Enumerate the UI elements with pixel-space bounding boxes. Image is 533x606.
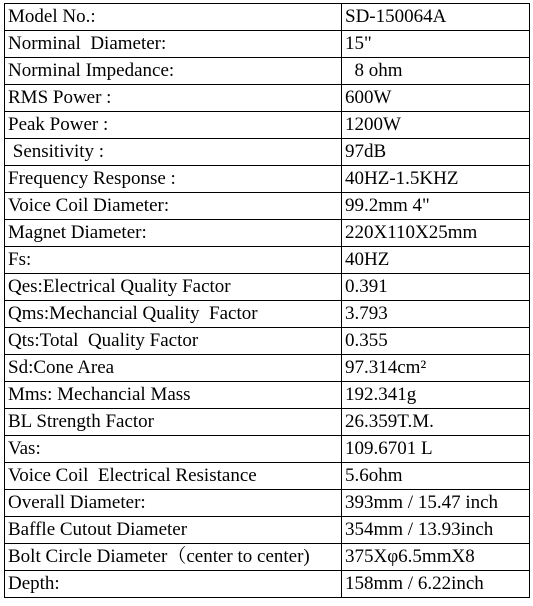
spec-value: 97dB [342, 139, 530, 166]
table-row [5, 301, 530, 328]
spec-label: Norminal Diameter: [5, 31, 342, 58]
spec-value: 40HZ [342, 247, 530, 274]
spec-label: Fs: [5, 247, 342, 274]
spec-label: Qts:Total Quality Factor [5, 328, 342, 355]
spec-value: 40HZ-1.5KHZ [342, 166, 530, 193]
spec-label: Voice Coil Electrical Resistance [5, 463, 342, 490]
table-row [5, 139, 530, 166]
table-row [5, 382, 530, 409]
spec-label: RMS Power : [5, 85, 342, 112]
spec-value: 393mm / 15.47 inch [342, 490, 530, 517]
table-row [5, 571, 530, 598]
spec-value: 109.6701 L [342, 436, 530, 463]
table-row [5, 166, 530, 193]
spec-label: BL Strength Factor [5, 409, 342, 436]
spec-value: 5.6ohm [342, 463, 530, 490]
table-row [5, 31, 530, 58]
spec-value: 354mm / 13.93inch [342, 517, 530, 544]
table-row [5, 328, 530, 355]
spec-value: 99.2mm 4" [342, 193, 530, 220]
spec-value: 26.359T.M. [342, 409, 530, 436]
spec-value: 15" [342, 31, 530, 58]
spec-label: Depth: [5, 571, 342, 598]
spec-label: Magnet Diameter: [5, 220, 342, 247]
spec-table-body [5, 4, 530, 598]
spec-value: 600W [342, 85, 530, 112]
spec-value: 97.314cm² [342, 355, 530, 382]
spec-label: Overall Diameter: [5, 490, 342, 517]
table-row [5, 355, 530, 382]
spec-value: 375Xφ6.5mmX8 [342, 544, 530, 571]
table-row [5, 463, 530, 490]
table-row [5, 409, 530, 436]
table-row [5, 517, 530, 544]
table-row [5, 490, 530, 517]
spec-value: 158mm / 6.22inch [342, 571, 530, 598]
table-row [5, 4, 530, 31]
table-row [5, 112, 530, 139]
spec-label: Sensitivity : [5, 139, 342, 166]
table-row [5, 58, 530, 85]
spec-label: Vas: [5, 436, 342, 463]
spec-label: Peak Power : [5, 112, 342, 139]
spec-value: 220X110X25mm [342, 220, 530, 247]
spec-value: 3.793 [342, 301, 530, 328]
table-row [5, 220, 530, 247]
spec-table [4, 3, 530, 598]
spec-label: Norminal Impedance: [5, 58, 342, 85]
spec-value: 8 ohm [342, 58, 530, 85]
spec-value: 0.391 [342, 274, 530, 301]
spec-label: Model No.: [5, 4, 342, 31]
spec-label: Frequency Response : [5, 166, 342, 193]
table-row [5, 436, 530, 463]
spec-value: 192.341g [342, 382, 530, 409]
table-row [5, 274, 530, 301]
spec-label: Mms: Mechancial Mass [5, 382, 342, 409]
table-row [5, 544, 530, 571]
spec-label: Qms:Mechancial Quality Factor [5, 301, 342, 328]
spec-label: Sd:Cone Area [5, 355, 342, 382]
spec-value: 0.355 [342, 328, 530, 355]
spec-label: Voice Coil Diameter: [5, 193, 342, 220]
table-row [5, 85, 530, 112]
spec-label: Baffle Cutout Diameter [5, 517, 342, 544]
spec-label: Qes:Electrical Quality Factor [5, 274, 342, 301]
table-row [5, 247, 530, 274]
spec-value: 1200W [342, 112, 530, 139]
spec-label: Bolt Circle Diameter（center to center) [5, 544, 342, 571]
spec-value: SD-150064A [342, 4, 530, 31]
table-row [5, 193, 530, 220]
